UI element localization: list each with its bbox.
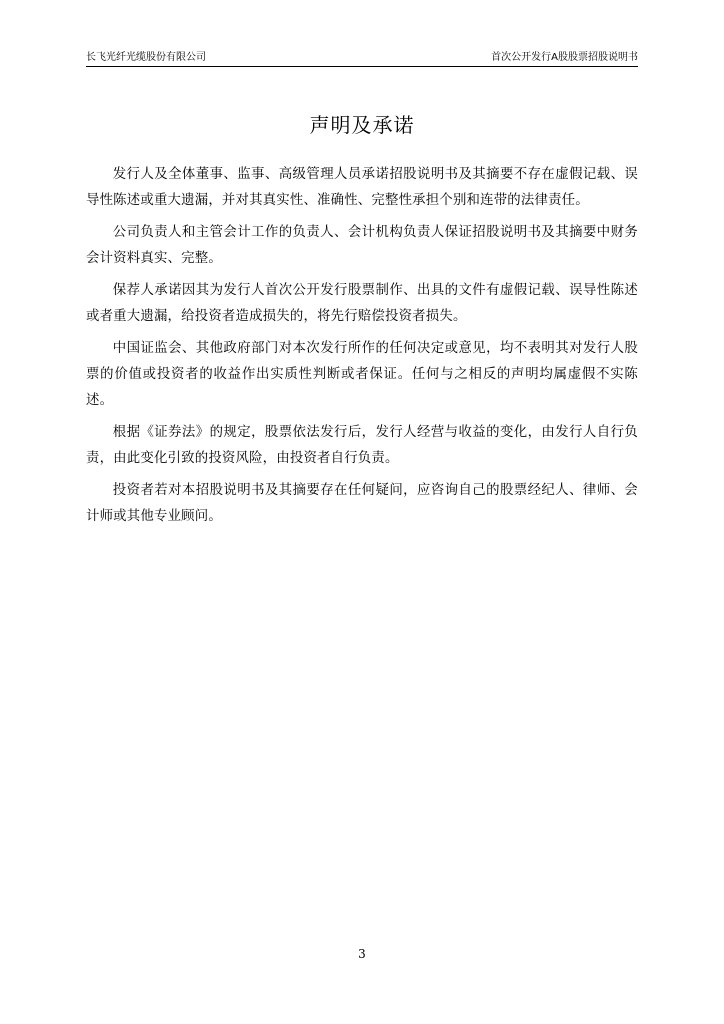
paragraph-1: 发行人及全体董事、监事、高级管理人员承诺招股说明书及其摘要不存在虚假记载、误导性陈述或重大遗漏，并对其真实性、准确性、完整性承担个别和连带的法律责任。 — [86, 167, 638, 208]
header-document-name: 首次公开发行A股股票招股说明书 — [491, 52, 638, 63]
body-text — [86, 162, 638, 536]
paragraph-3: 保荐人承诺因其为发行人首次公开发行股票制作、出具的文件有虚假记载、误导性陈述或者重大遗漏，给投资者造成损失的，将先行赔偿投资者损失。 — [86, 283, 638, 324]
paragraph-6: 投资者若对本招股说明书及其摘要存在任何疑问，应咨询自己的股票经纪人、律师、会计师或其他专业顾问。 — [86, 483, 638, 524]
paragraph-2: 公司负责人和主管会计工作的负责人、会计机构负责人保证招股说明书及其摘要中财务会计资料真实、完整。 — [86, 225, 638, 266]
page-title: 声明及承诺 — [309, 113, 415, 137]
page-number: 3 — [358, 947, 366, 961]
paragraph-5: 根据《证券法》的规定，股票依法发行后，发行人经营与收益的变化，由发行人自行负责，由此变化引致的投资风险，由投资者自行负责。 — [86, 425, 638, 466]
running-header — [86, 52, 638, 67]
paragraph-4: 中国证监会、其他政府部门对本次发行所作的任何决定或意见，均不表明其对发行人股票的价值或投资者的收益作出实质性判断或者保证。任何与之相反的声明均属虚假不实陈述。 — [86, 341, 638, 408]
header-company-name: 长飞光纤光缆股份有限公司 — [86, 52, 206, 63]
